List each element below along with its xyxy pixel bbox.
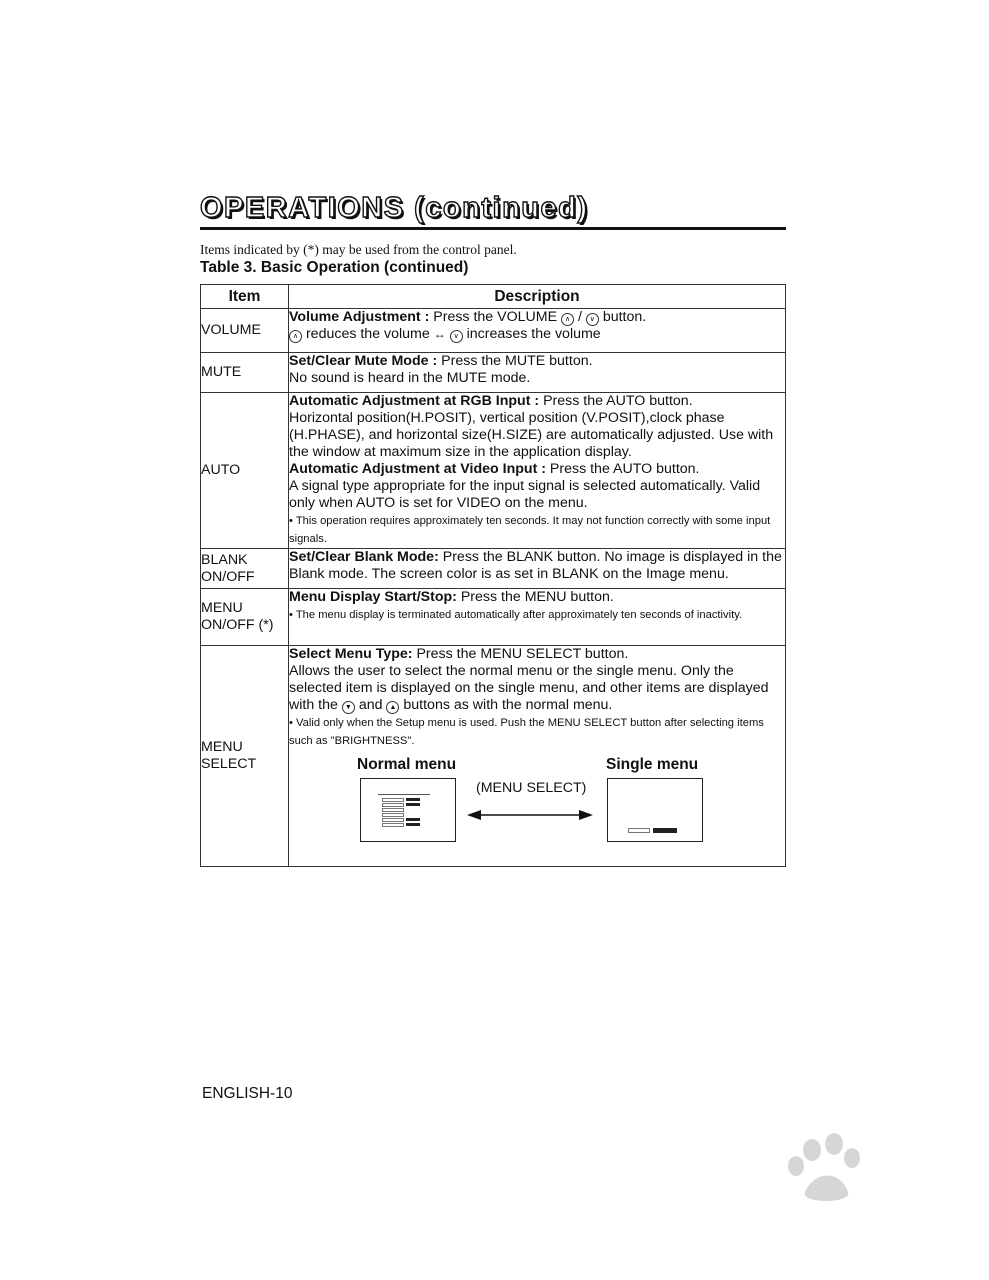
double-arrow-icon xyxy=(467,808,593,822)
menu-select-title: Select Menu Type: xyxy=(289,646,413,662)
item-blank-line2: ON/OFF xyxy=(201,568,255,585)
auto-rgb-detail: Horizontal position(H.POSIT), vertical position (V.POSIT),clock phase (H.PHASE), and horizontal size(H.SIZE) are automatically adjusted. Use with the window at maximum size in the application display. xyxy=(289,410,774,460)
table-row-volume xyxy=(201,309,786,353)
up-button-icon: ▲ xyxy=(386,701,399,714)
volume-line1-sep: / xyxy=(577,309,582,325)
item-menu-select-line1: MENU xyxy=(201,739,243,755)
volume-line1-post: button. xyxy=(602,309,647,325)
paw-logo-watermark xyxy=(700,1130,940,1240)
menu-onoff-text: Press the MENU button. xyxy=(456,589,614,605)
menu-onoff-title: Menu Display Start/Stop: xyxy=(289,589,457,605)
blank-text: Press the BLANK button. No image is displayed in the Blank mode. The screen color is as set in BLANK on the Image menu. xyxy=(289,549,782,582)
item-column-header: Item xyxy=(201,285,289,309)
normal-menu-label: Normal menu xyxy=(357,756,457,773)
control-panel-note: Items indicated by (*) may be used from the control panel. xyxy=(200,242,517,257)
item-blank-line1: BLANK xyxy=(201,551,248,568)
mute-title: Set/Clear Mute Mode : xyxy=(289,353,438,369)
menu-select-arrow-label: (MENU SELECT) xyxy=(476,780,587,796)
auto-video-title: Automatic Adjustment at Video Input : xyxy=(289,461,546,477)
description-column-header: Description xyxy=(289,285,786,309)
auto-note: • This operation requires approximately ten seconds. It may not function correctly with some input signals. xyxy=(289,515,771,545)
single-menu-label: Single menu xyxy=(606,756,699,773)
blank-title: Set/Clear Blank Mode: xyxy=(289,549,439,565)
menu-select-figure xyxy=(289,756,785,866)
table-caption: Table 3. Basic Operation (continued) xyxy=(200,259,469,276)
auto-video-detail: A signal type appropriate for the input signal is selected automatically. Valid only when AUTO is set for VIDEO on the menu. xyxy=(289,478,761,511)
item-menu-onoff xyxy=(201,589,289,646)
single-menu-item-thumbnail xyxy=(628,828,650,833)
mute-text2: No sound is heard in the MUTE mode. xyxy=(289,370,531,386)
volume-title: Volume Adjustment : xyxy=(289,309,430,325)
single-menu-screen xyxy=(607,778,703,842)
single-menu-bar-thumbnail xyxy=(653,828,677,833)
item-menu-select-line2: SELECT xyxy=(201,756,257,772)
table-row-blank xyxy=(201,549,786,589)
table-row-menu-onoff xyxy=(201,589,786,646)
normal-menu-thumbnail xyxy=(378,791,430,829)
description-menu-select xyxy=(289,646,786,867)
mute-text1: Press the MUTE button. xyxy=(437,353,593,369)
menu-select-note: • Valid only when the Setup menu is used. Push the MENU SELECT button after selecting items such as "BRIGHTNESS". xyxy=(289,717,764,747)
auto-rgb-title: Automatic Adjustment at RGB Input : xyxy=(289,393,540,409)
page-footer: ENGLISH-10 xyxy=(202,1085,293,1102)
volume-line2-a: reduces the volume xyxy=(305,326,430,342)
menu-select-text2-and: and xyxy=(358,697,383,713)
menu-onoff-note: • The menu display is terminated automatically after approximately ten seconds of inactivity. xyxy=(289,609,743,621)
normal-menu-screen xyxy=(360,778,456,842)
description-volume xyxy=(289,309,786,353)
auto-rgb-text: Press the AUTO button. xyxy=(539,393,693,409)
volume-line1-pre: Press the VOLUME xyxy=(429,309,558,325)
auto-video-text: Press the AUTO button. xyxy=(545,461,700,477)
item-menu-onoff-line2: ON/OFF (*) xyxy=(201,617,274,633)
volume-down-icon: ∨ xyxy=(586,313,599,326)
operations-table xyxy=(200,284,786,867)
volume-line2-b: increases the volume xyxy=(466,326,601,342)
item-menu-onoff-line1: MENU xyxy=(201,600,243,616)
menu-select-text1: Press the MENU SELECT button. xyxy=(412,646,629,662)
description-auto xyxy=(289,393,786,549)
item-blank xyxy=(201,549,289,589)
volume-up-icon: ∧ xyxy=(289,330,302,343)
item-volume: VOLUME xyxy=(201,309,289,353)
description-mute xyxy=(289,353,786,393)
description-menu-onoff xyxy=(289,589,786,646)
table-row-mute xyxy=(201,353,786,393)
double-arrow-icon: ↔ xyxy=(433,327,446,341)
item-menu-select xyxy=(201,646,289,867)
item-mute: MUTE xyxy=(201,353,289,393)
heading-rule xyxy=(200,227,786,230)
table-header-row xyxy=(201,285,786,309)
menu-select-text2-post: buttons as with the normal menu. xyxy=(403,697,613,713)
table-row-auto xyxy=(201,393,786,549)
description-blank xyxy=(289,549,786,589)
volume-up-icon: ∧ xyxy=(561,313,574,326)
volume-down-icon: ∨ xyxy=(450,330,463,343)
menu-select-text2-pre: Allows the user to select the normal menu or the single menu. Only the selected item is displayed on the single menu, and other items are displayed with the xyxy=(289,663,769,713)
page-heading: OPERATIONS (continued) xyxy=(200,192,589,224)
table-row-menu-select xyxy=(201,646,786,867)
item-auto: AUTO xyxy=(201,393,289,549)
down-button-icon: ▼ xyxy=(342,701,355,714)
